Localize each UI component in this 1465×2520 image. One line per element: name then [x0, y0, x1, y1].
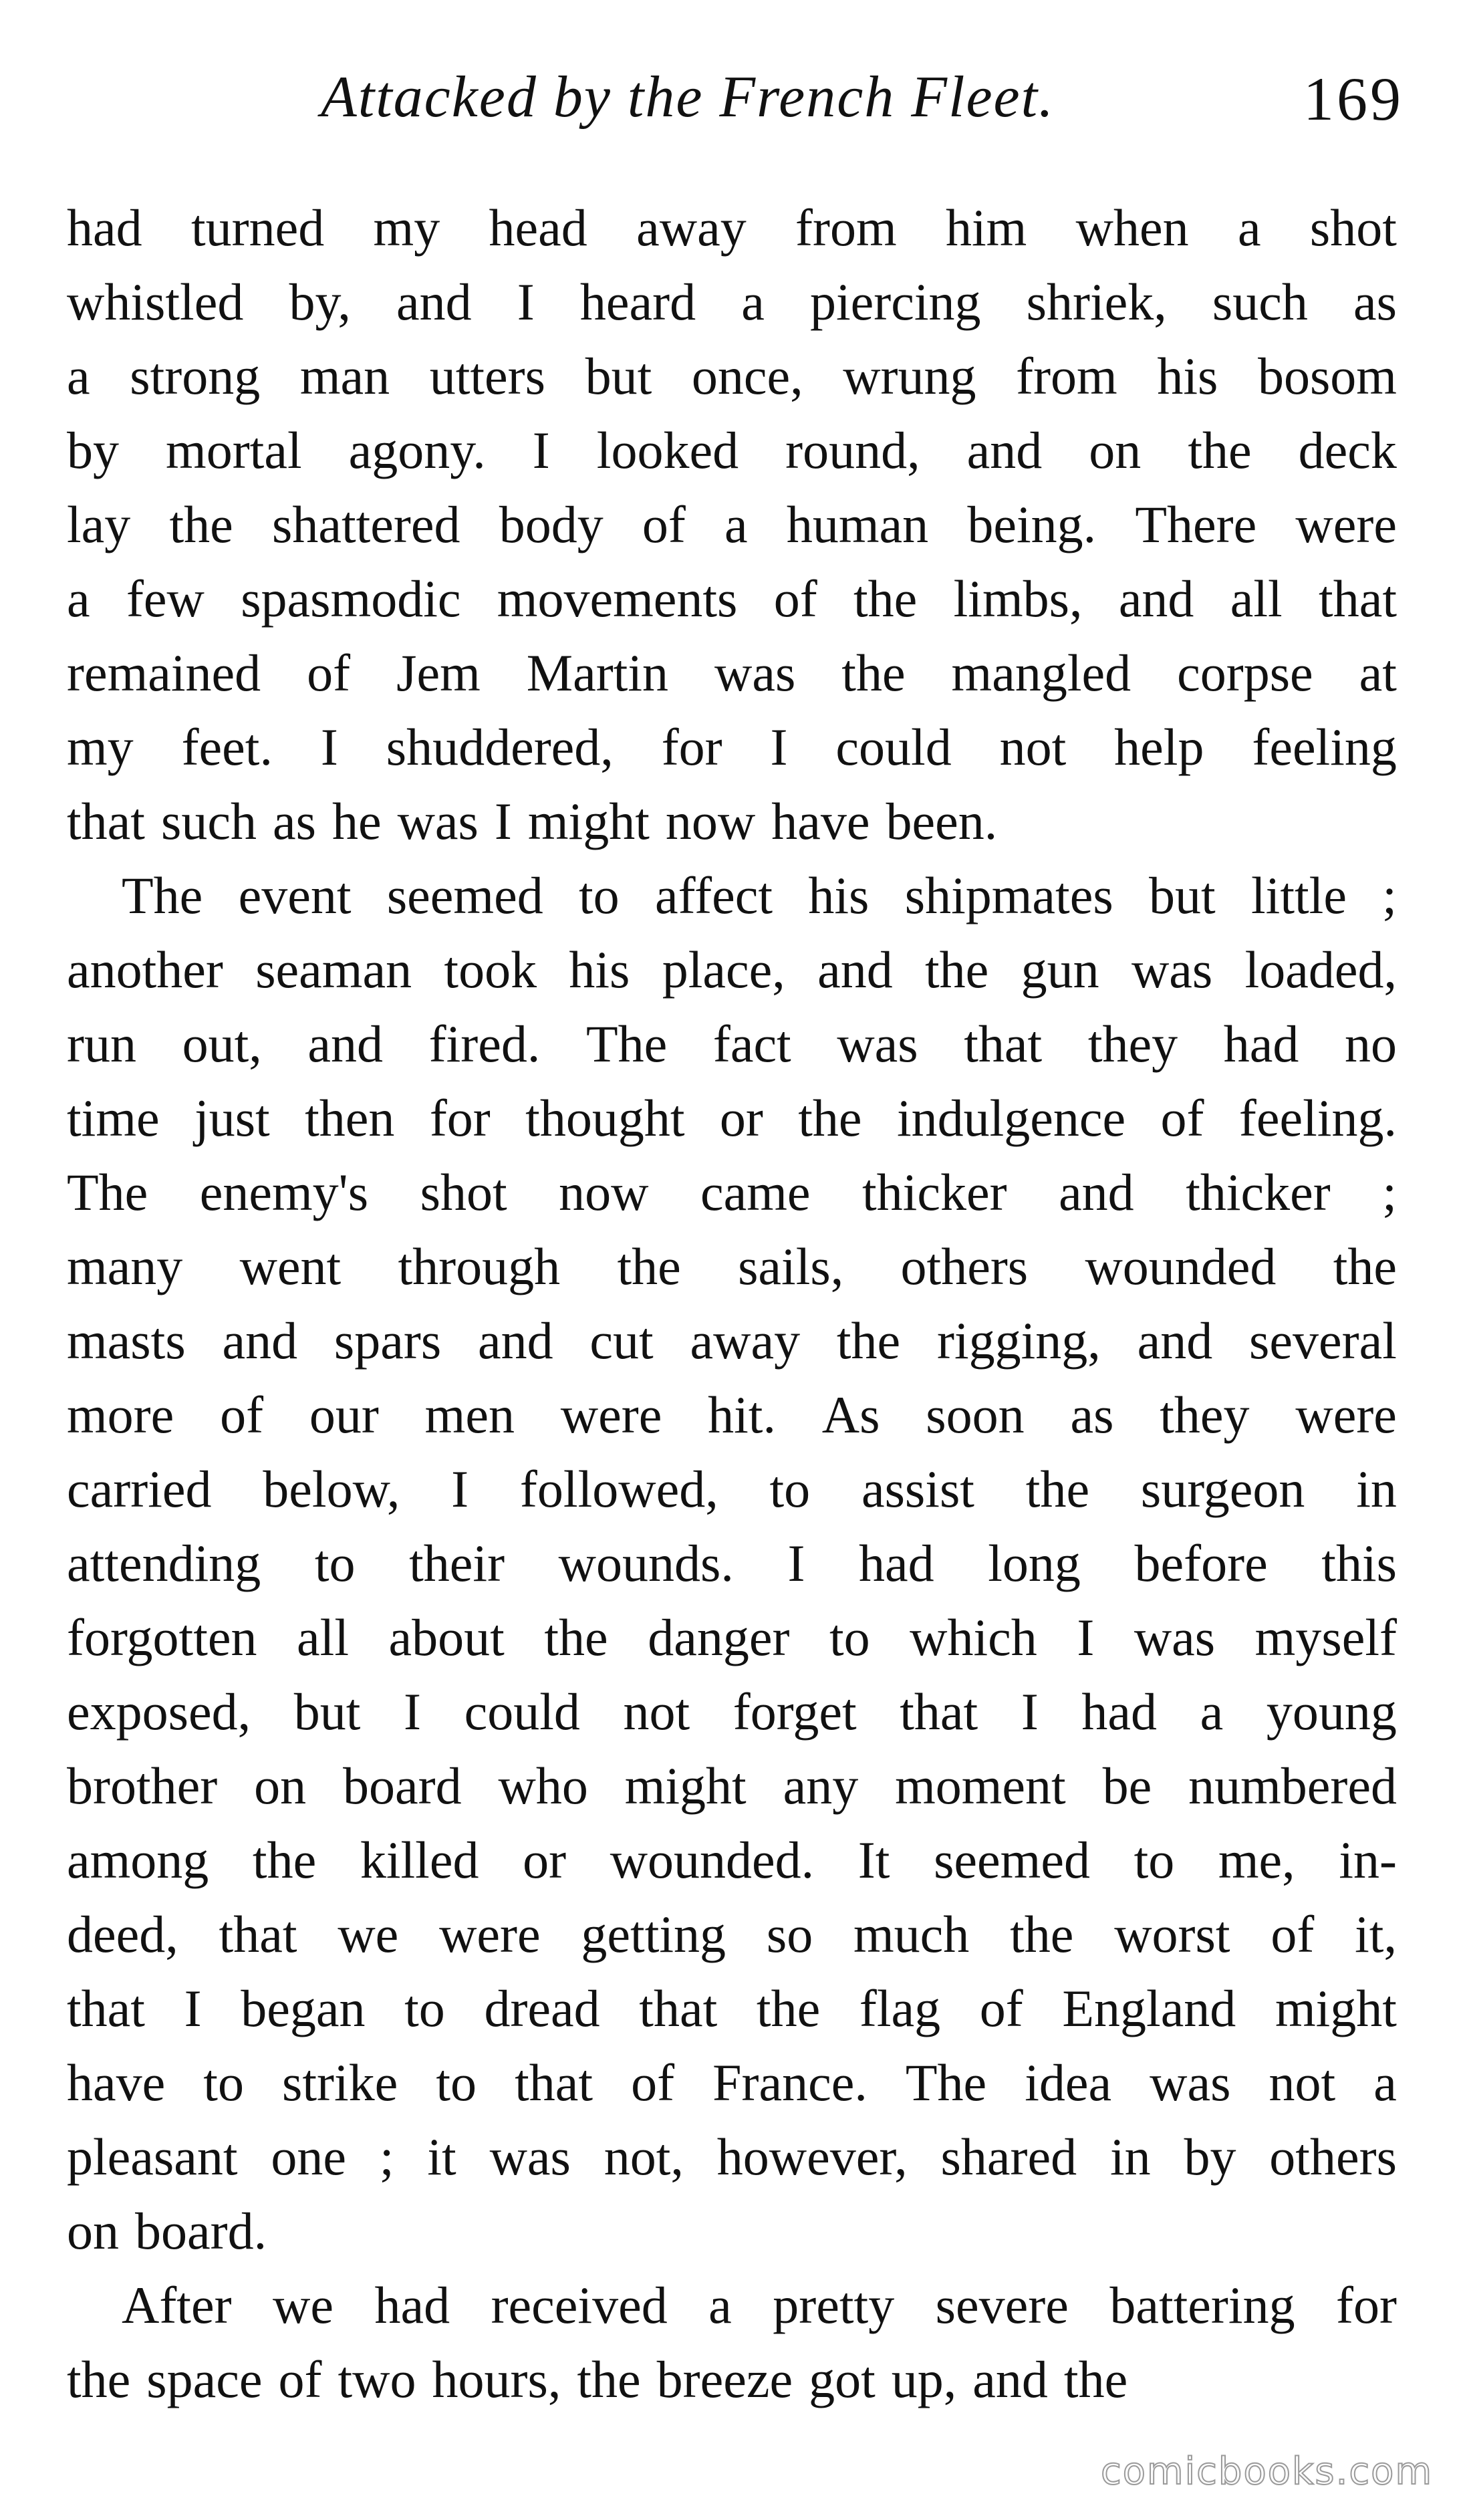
- watermark-logo: comicbooks.com: [1100, 2450, 1433, 2493]
- text-line: remained of Jem Martin was the mangled corpse at: [67, 644, 1397, 702]
- text-line: on board.: [67, 2202, 267, 2260]
- text-line: my feet. I shuddered, for I could not help feeling: [67, 718, 1397, 776]
- text-line: time just then for thought or the indulgence of feeling.: [67, 1089, 1397, 1147]
- text-line: the space of two hours, the breeze got up, and the: [67, 2350, 1128, 2408]
- text-line: masts and spars and cut away the rigging, and several: [67, 1311, 1397, 1370]
- text-line: that I began to dread that the flag of England might: [67, 1979, 1397, 2037]
- text-line: many went through the sails, others wounded the: [67, 1237, 1397, 1295]
- text-line: exposed, but I could not forget that I had a young: [67, 1682, 1397, 1741]
- text-line: have to strike to that of France. The idea was not a: [67, 2053, 1397, 2112]
- text-line: run out, and fired. The fact was that they had no: [67, 1015, 1397, 1073]
- text-line: a strong man utters but once, wrung from his bosom: [67, 347, 1397, 405]
- text-line: had turned my head away from him when a shot: [67, 199, 1397, 257]
- text-line: more of our men were hit. As soon as they were: [67, 1386, 1397, 1444]
- running-title: Attacked by the French Fleet.: [321, 65, 1055, 130]
- text-line: The event seemed to affect his shipmates but little ;: [122, 866, 1397, 924]
- text-line: After we had received a pretty severe battering for: [122, 2276, 1397, 2334]
- body-text: [67, 191, 1397, 2416]
- text-line: another seaman took his place, and the gun was loaded,: [67, 940, 1397, 999]
- text-line: by mortal agony. I looked round, and on the deck: [67, 421, 1397, 479]
- text-line: among the killed or wounded. It seemed to me, in-: [67, 1831, 1397, 1889]
- text-line: brother on board who might any moment be numbered: [67, 1757, 1397, 1815]
- text-line: lay the shattered body of a human being. There were: [67, 495, 1397, 553]
- text-line: forgotten all about the danger to which I was myself: [67, 1608, 1397, 1666]
- running-head: [321, 64, 1404, 137]
- text-line: attending to their wounds. I had long before this: [67, 1534, 1397, 1592]
- text-line: a few spasmodic movements of the limbs, and all that: [67, 570, 1397, 628]
- text-line: carried below, I followed, to assist the surgeon in: [67, 1460, 1397, 1518]
- text-line: pleasant one ; it was not, however, shared in by others: [67, 2128, 1397, 2186]
- text-line: deed, that we were getting so much the worst of it,: [67, 1905, 1397, 1963]
- text-line: that such as he was I might now have been.: [67, 792, 998, 850]
- text-line: The enemy's shot now came thicker and thicker ;: [67, 1163, 1397, 1221]
- page-number: 169: [1303, 65, 1404, 133]
- text-line: whistled by, and I heard a piercing shriek, such as: [67, 273, 1397, 331]
